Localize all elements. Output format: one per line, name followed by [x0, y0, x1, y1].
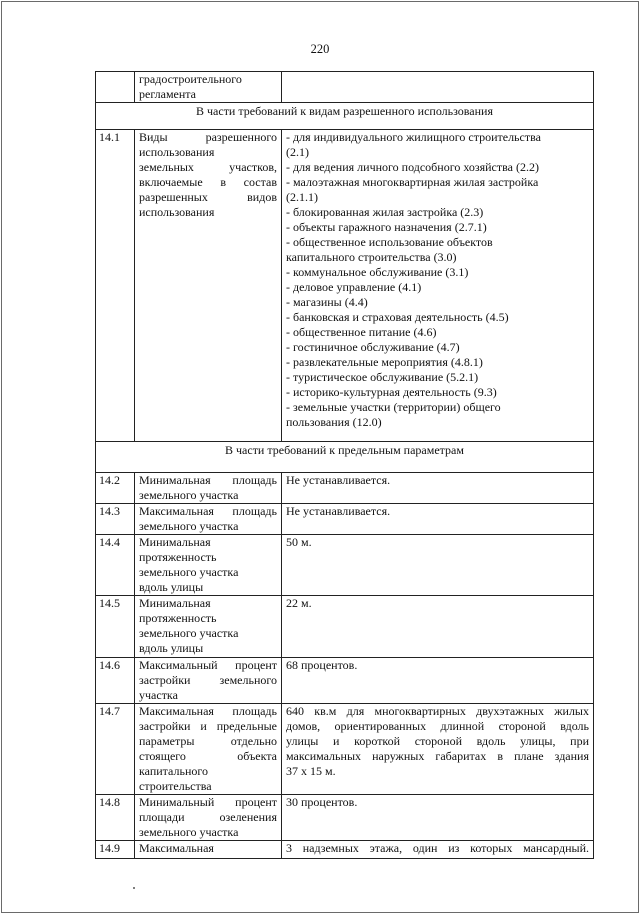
- scan-speck: [133, 887, 135, 889]
- row-value-cell: [282, 795, 594, 841]
- label-line: Максимальный процент: [139, 658, 277, 672]
- use-line: - малоэтажная многоквартирная жилая застройка: [286, 175, 539, 189]
- label-line: протяженность: [139, 611, 217, 625]
- value-line: 37 х 15 м.: [286, 764, 336, 778]
- row-label-cell: [135, 535, 282, 596]
- use-line: - земельные участки (территории) общего: [286, 400, 501, 414]
- value-line: 3 надземных этажа, один из которых мансардный.: [286, 841, 589, 855]
- label-line: Минимальная: [139, 596, 211, 610]
- table-row-14-6: [96, 658, 594, 704]
- value-line: Не устанавливается.: [286, 473, 391, 487]
- label-line: застройки земельного: [139, 673, 277, 687]
- value-line: 22 м.: [286, 596, 312, 610]
- row-num-cell: 14.1: [96, 130, 135, 442]
- row-value-cell: [282, 473, 594, 504]
- row-value-cell: [282, 72, 594, 103]
- section-title-limit-parameters: В части требований к предельным параметрам: [96, 442, 594, 473]
- label-line: строительства: [139, 779, 212, 793]
- row-value-cell: [282, 658, 594, 704]
- row-label-cell: [135, 596, 282, 658]
- label-line: вдоль улицы: [139, 580, 204, 594]
- value-line: улицы и короткой стороной вдоль улицы, при: [286, 734, 589, 748]
- row-label-cell: [135, 504, 282, 535]
- permitted-uses-cell: [282, 130, 594, 442]
- use-line: - для индивидуального жилищного строительства: [286, 130, 541, 144]
- label-line: Минимальная площадь: [139, 473, 277, 487]
- row-label-cell: [135, 658, 282, 704]
- use-line: - деловое управление (4.1): [286, 280, 422, 294]
- label-line: земельного участка: [139, 825, 239, 839]
- row-num-cell: 14.7: [96, 704, 135, 795]
- use-line: - магазины (4.4): [286, 295, 368, 309]
- row-value-cell: [282, 841, 594, 859]
- table-row-top: [96, 72, 594, 103]
- table-row-14-5: [96, 596, 594, 658]
- row-num-cell: 14.9: [96, 841, 135, 859]
- row-label-cell: [135, 130, 282, 442]
- use-line: - развлекательные мероприятия (4.8.1): [286, 355, 483, 369]
- label-line: параметры отдельно: [139, 734, 277, 748]
- label-line: Максимальная площадь: [139, 504, 277, 518]
- label-line: включаемые в состав: [139, 175, 277, 189]
- row-value-cell: [282, 596, 594, 658]
- label-line: земельных участков,: [139, 160, 277, 174]
- label-line: Виды разрешенного: [139, 130, 277, 144]
- table-row-14-9: [96, 841, 594, 859]
- value-line: 30 процентов.: [286, 795, 358, 809]
- row-num-cell: 14.3: [96, 504, 135, 535]
- label-line: регламента: [139, 87, 197, 101]
- use-line: капитального строительства (3.0): [286, 250, 457, 264]
- row-label-cell: [135, 72, 282, 103]
- use-line: - блокированная жилая застройка (2.3): [286, 205, 484, 219]
- label-line: земельного участка: [139, 519, 239, 533]
- table-row-14-1: [96, 130, 594, 442]
- label-line: протяженность: [139, 550, 217, 564]
- label-line: вдоль улицы: [139, 641, 204, 655]
- label-line: участка: [139, 688, 178, 702]
- table-row-14-2: [96, 473, 594, 504]
- label-line: Минимальный процент: [139, 795, 277, 809]
- label-line: застройки и предельные: [139, 719, 277, 733]
- row-value-cell: [282, 704, 594, 795]
- row-label-cell: [135, 704, 282, 795]
- use-line: - общественное использование объектов: [286, 235, 493, 249]
- label-line: Минимальная: [139, 535, 211, 549]
- label-line: стоящего объекта: [139, 749, 277, 763]
- row-num-cell: 14.4: [96, 535, 135, 596]
- label-line: градостроительного: [139, 72, 242, 86]
- value-line: максимальных наружных габаритах в плане здания: [286, 749, 589, 763]
- row-num-cell: [96, 72, 135, 103]
- use-line: - туристическое обслуживание (5.2.1): [286, 370, 479, 384]
- row-value-cell: [282, 535, 594, 596]
- row-value-cell: [282, 504, 594, 535]
- use-line: (2.1): [286, 145, 309, 159]
- value-line: 50 м.: [286, 535, 312, 549]
- regulation-table: [95, 71, 594, 859]
- table-row-14-8: [96, 795, 594, 841]
- row-num-cell: 14.8: [96, 795, 135, 841]
- value-line: 640 кв.м для многоквартирных двухэтажных жилых: [286, 704, 589, 718]
- row-label-cell: [135, 473, 282, 504]
- label-line: Максимальная: [139, 841, 214, 855]
- label-line: разрешенных видов: [139, 190, 277, 204]
- use-line: (2.1.1): [286, 190, 318, 204]
- label-line: использования: [139, 205, 215, 219]
- use-line: - коммунальное обслуживание (3.1): [286, 265, 469, 279]
- row-num-cell: 14.2: [96, 473, 135, 504]
- row-label-cell: [135, 795, 282, 841]
- table-row-14-4: [96, 535, 594, 596]
- use-line: - для ведения личного подсобного хозяйства (2.2): [286, 160, 539, 174]
- use-line: - общественное питание (4.6): [286, 325, 437, 339]
- label-line: земельного участка: [139, 488, 239, 502]
- use-line: - историко-культурная деятельность (9.3): [286, 385, 497, 399]
- label-line: использования: [139, 145, 215, 159]
- row-num-cell: 14.6: [96, 658, 135, 704]
- section-header-row: [96, 442, 594, 473]
- label-line: площади озеленения: [139, 810, 277, 824]
- row-label-cell: [135, 841, 282, 859]
- label-line: Максимальная площадь: [139, 704, 277, 718]
- section-header-row: [96, 103, 594, 130]
- table-row-14-3: [96, 504, 594, 535]
- value-line: Не устанавливается.: [286, 504, 391, 518]
- use-line: - объекты гаражного назначения (2.7.1): [286, 220, 487, 234]
- label-line: земельного участка: [139, 565, 239, 579]
- row-num-cell: 14.5: [96, 596, 135, 658]
- page-number: 220: [310, 42, 330, 56]
- table-row-14-7: [96, 704, 594, 795]
- value-line: 68 процентов.: [286, 658, 358, 672]
- section-title-permitted-uses: В части требований к видам разрешенного использования: [96, 103, 594, 130]
- use-line: пользования (12.0): [286, 415, 382, 429]
- label-line: капитального: [139, 764, 208, 778]
- use-line: - гостиничное обслуживание (4.7): [286, 340, 460, 354]
- use-line: - банковская и страховая деятельность (4.5): [286, 310, 509, 324]
- label-line: земельного участка: [139, 626, 239, 640]
- value-line: домов, ориентированных длинной стороной вдоль: [286, 719, 589, 733]
